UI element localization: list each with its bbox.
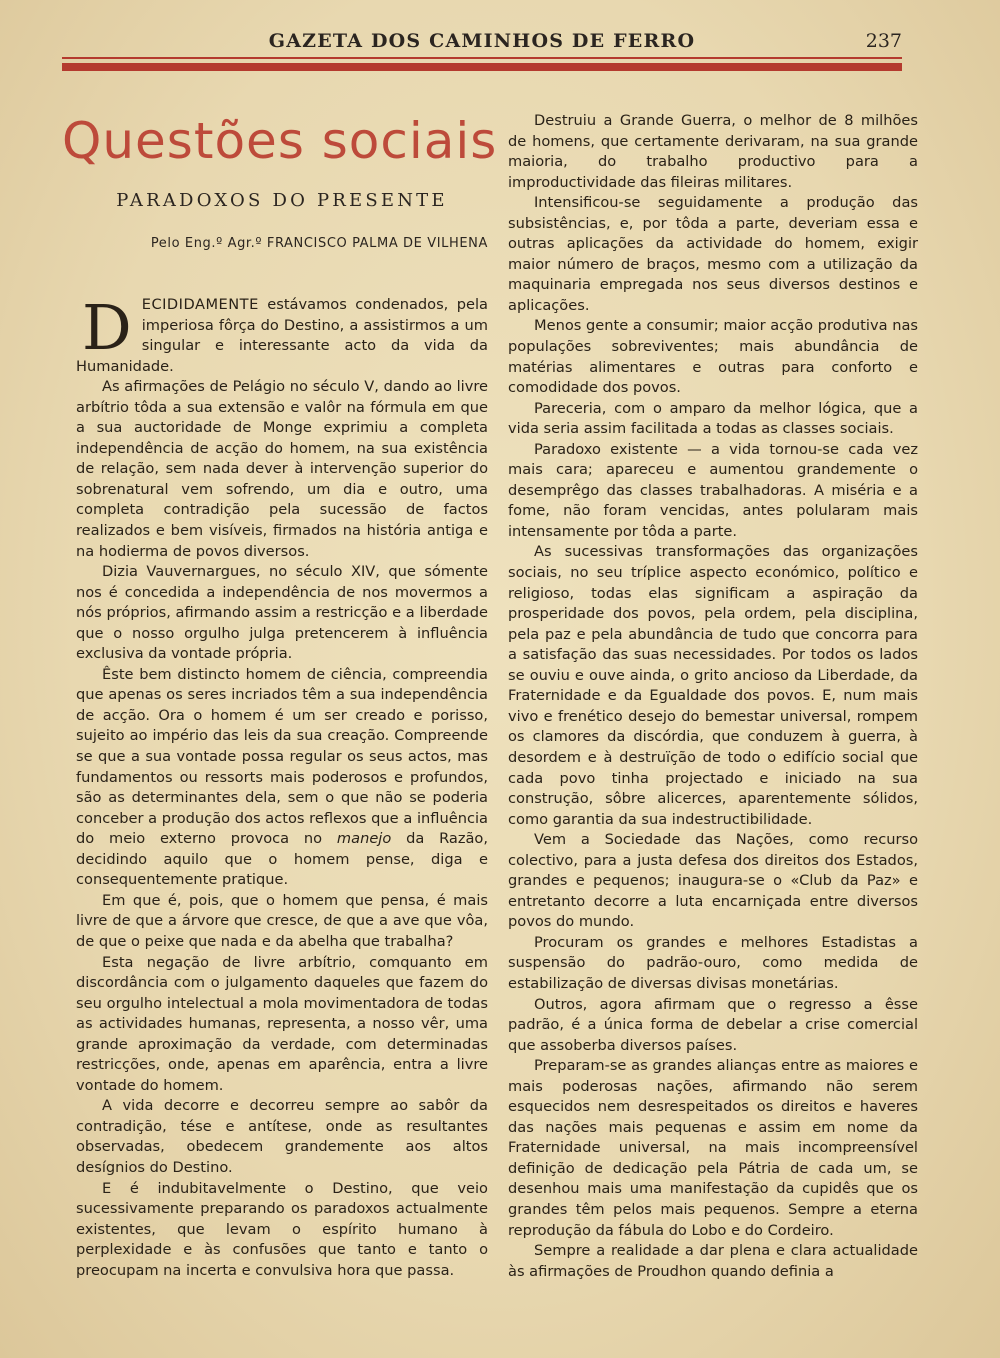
paragraph: A vida decorre e decorreu sempre ao sabôr da contradição, tése e antítese, onde as resultantes observadas, obedecem grandemente aos altos desígnios do Destino. xyxy=(76,1097,488,1176)
paragraph: Pareceria, com o amparo da melhor lógica, que a vida seria assim facilitada a todas as classes sociais. xyxy=(508,399,918,438)
paragraph: Paradoxo existente — a vida tornou-se cada vez mais cara; apareceu e aumentou grandemente o desemprêgo das classes trabalhadoras. A miséria e a fome, não foram vencidas, antes polularam mais intensamente por tôda a parte. xyxy=(508,440,918,540)
first-word: ECIDIDAMENTE xyxy=(141,296,259,313)
header-rule-thick xyxy=(62,63,902,71)
paragraph: Outros, agora afirmam que o regresso a êsse padrão, é a única forma de debelar a crise comercial que assoberba diversos países. xyxy=(508,995,918,1054)
paragraph: Intensificou-se seguidamente a produção das subsistências, e, por tôda a parte, deveriam essa e outras aplicações da actividade do homem, exigir maior número de braços, mesmo com a utilização da maquinaria empregada nos seus diversos destinos e aplicações. xyxy=(508,194,918,314)
paragraph: Destruiu a Grande Guerra, o melhor de 8 milhões de homens, que certamente derivaram, na sua grande maioria, do trabalho productivo para a improductividade das fileiras militares. xyxy=(508,112,918,191)
header-rule-thin xyxy=(62,57,902,59)
paragraph: As sucessivas transformações das organizações sociais, no seu tríplice aspecto económico, político e religioso, todas elas significam a aspiração da prosperidade dos povos, pela ordem, pela disciplina, pela paz e pela abundância de tudo que concorra para a satisfação das suas necessidades. Por todos os lados se ouviu e ouve ainda, o grito ancioso da Liberdade, da Fraternidade e da Egualdade dos povos. E, num mais vivo e frenético desejo do bemestar universal, rompem os clamores da discórdia, que conduzem à guerra, à desordem e à destruïção de todo o edifício social que cada povo tinha projectado e iniciado na sua construção, sôbre alicerces, aparentemente sólidos, como garantia da sua indestructibilidade. xyxy=(508,543,918,828)
article-subtitle: PARADOXOS DO PRESENTE xyxy=(116,190,448,211)
paragraph: Em que é, pois, que o homem que pensa, é mais livre de que a árvore que cresce, de que a ave que vôa, de que o peixe que nada e da abelha que trabalha? xyxy=(76,891,488,950)
paragraph-text: estávamos condenados, pela imperiosa fôrça do Destino, a assistirmos a um singular e interessante acto da vida da Humanidade. xyxy=(76,296,488,375)
paragraph-opening xyxy=(76,291,488,377)
paragraph: Dizia Vauvernargues, no século XIV, que sómente nos é concedida a independência de nos movermos a nós próprios, afirmando assim a restricção e a liberdade que o nosso orgulho julga pretencerem à influência exclusiva da vontade própria. xyxy=(76,563,488,663)
paragraph: Preparam-se as grandes alianças entre as maiores e mais poderosas nações, afirmando não serem esquecidos nem desrespeitados os direitos e haveres das nações mais pequenas e assim em nome da Fraternidade universal, na mais incompreensível definição de dedicação pela Pátria de cada um, se desenhou mais uma manifestação da cupidês que os grandes têm pelos mais pequenos. Sempre a eterna reprodução da fábula do Lobo e do Cordeiro. xyxy=(508,1057,918,1239)
paragraph: E é indubitavelmente o Destino, que veio sucessivamente preparando os paradoxos actualmente existentes, que levam o espírito humano à perplexidade e às confusões que tanto e tanto o preocupam na incerta e convulsiva hora que passa. xyxy=(76,1179,488,1279)
paragraph: As afirmações de Pelágio no século V, dando ao livre arbítrio tôda a sua extensão e valôr na fórmula em que a sua auctoridade de Monge exprimiu a completa independência de acção do homem, na sua existência de relação, sem nada dever à intervenção superior do sobrenatural vem sofrendo, um dia e outro, uma completa contradição pela sucessão de factos realizados e bem visíveis, firmados na história antiga e na hodierma de povos diversos. xyxy=(76,378,488,560)
left-column xyxy=(76,291,489,1281)
article-title: Questões sociais xyxy=(62,112,498,170)
article-byline: Pelo Eng.º Agr.º FRANCISCO PALMA DE VILHENA xyxy=(150,236,488,251)
running-header xyxy=(62,30,902,54)
paragraph: Menos gente a consumir; maior acção produtiva nas populações sobreviventes; mais abundância de matérias alimentares e outras para conforto e comodidade dos povos. xyxy=(508,317,918,397)
right-column xyxy=(508,111,918,1282)
paragraph: Procuram os grandes e melhores Estadistas a suspensão do padrão-ouro, como medida de estabilização de diversas divisas monetárias. xyxy=(508,933,918,992)
paragraph: Sempre a realidade a dar plena e clara actualidade às afirmações de Proudhon quando definia a xyxy=(508,1242,918,1280)
publication-title: GAZETA DOS CAMINHOS DE FERRO xyxy=(268,30,696,52)
paragraph-text: Êste bem distincto homem de ciência, compreendia que apenas os seres incriados têm a sua independência de acção. Ora o homem é um ser creado e porisso, sujeito ao império das leis da sua creação. Compreende se que a sua vontade possa regular os seus actos, mas fundamentos ou ressorts mais poderosos e profundos, são as determinantes dela, sem o que não se poderia conceber a produção dos actos reflexos que a influência do meio externo provoca no xyxy=(76,665,488,848)
paragraph xyxy=(76,665,488,891)
paragraph-text: da Razão, decidindo aquilo que o homem pense, diga e consequentemente pratique. xyxy=(76,830,489,889)
paragraph: Esta negação de livre arbítrio, comquanto em discordância com o julgamento daqueles que fazem do seu orgulho intelectual a mola movimentadora de todas as actividades humanas, representa, a nosso vêr, uma grande aproximação da verdade, com determinadas restricções, onde, apenas em aparência, entra a livre vontade do homem. xyxy=(76,953,488,1094)
italic-word: manejo xyxy=(336,830,392,848)
page-number: 237 xyxy=(865,30,902,52)
drop-cap: D xyxy=(82,291,132,364)
paragraph: Vem a Sociedade das Nações, como recurso colectivo, para a justa defesa dos direitos dos Estados, grandes e pequenos; inaugura-se o «Club da Paz» e entretanto decorre a luta encarniçada entre diversos povos do mundo. xyxy=(508,831,918,931)
